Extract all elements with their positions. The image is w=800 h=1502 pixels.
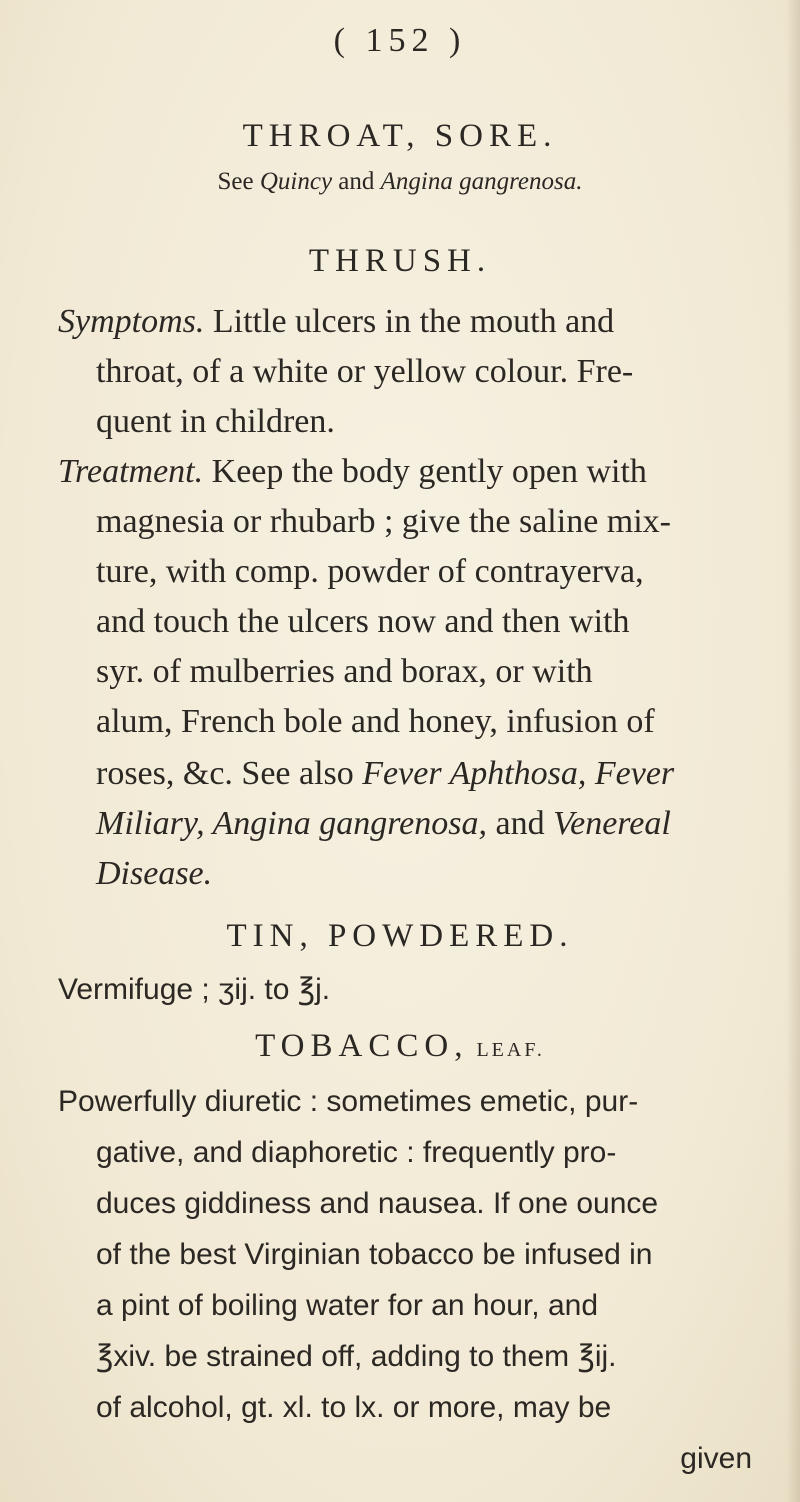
thrush-line-1: Symptoms. Little ulcers in the mouth and [58, 303, 615, 340]
thrush-line-8: syr. of mulberries and borax, or with [96, 653, 593, 690]
thrush-line-4: Treatment. Keep the body gently open with [58, 453, 647, 490]
thrush-line-11: Miliary, Angina gangrenosa, and Venereal [96, 805, 671, 842]
tobacco-line-1: Powerfully diuretic : sometimes emetic, pur- [58, 1085, 639, 1118]
heading-throat-sore: THROAT, SORE. [242, 118, 558, 154]
see-also-throat [0, 168, 800, 196]
see-prefix: See [217, 168, 254, 195]
tobacco-line-7: of alcohol, gt. xl. to lx. or more, may be [96, 1391, 612, 1424]
heading-tin-powdered: TIN, POWDERED. [226, 918, 574, 954]
link-fever-aphthosa: Fever Aphthosa, [362, 755, 587, 792]
link-miliary: Miliary, [96, 805, 205, 842]
thrush-line-10: roses, &c. See also Fever Aphthosa, Fever [96, 755, 675, 792]
thrush-line-5: magnesia or rhubarb ; give the saline mix- [96, 503, 671, 540]
label-symptoms: Symptoms. [58, 303, 205, 340]
tobacco-line-2: gative, and diaphoretic : frequently pro- [96, 1136, 617, 1169]
link-fever: Fever [586, 755, 675, 792]
link-venereal: Venereal [553, 805, 671, 842]
thrush-line-7: and touch the ulcers now and then with [96, 603, 630, 640]
thrush-line-9: alum, French bole and honey, infusion of [96, 703, 655, 740]
tobacco-line-3: duces giddiness and nausea. If one ounce [96, 1187, 659, 1220]
tin-text: Vermifuge ; ʒij. to ℥j. [58, 973, 331, 1006]
label-treatment: Treatment. [58, 453, 204, 490]
thrush-line-6: ture, with comp. powder of contrayerva, [96, 553, 644, 590]
tobacco-line-5: a pint of boiling water for an hour, and [96, 1289, 599, 1322]
thrush-line-12 [96, 852, 212, 896]
link-disease: Disease. [96, 855, 213, 892]
link-angina-gangrenosa-2: Angina gangrenosa, [204, 805, 488, 842]
link-quincy: Quincy [259, 168, 333, 195]
heading-tobacco-leaf: TOBACCO, LEAF. [255, 1028, 545, 1064]
tobacco-line-4: of the best Virginian tobacco be infused in [96, 1238, 653, 1271]
thrush-line-3: quent in children. [96, 403, 335, 440]
page-number: ( 152 ) [333, 22, 467, 59]
see-and: and [338, 168, 375, 195]
page-edge-shadow [786, 0, 800, 1502]
catchword: given [680, 1442, 752, 1475]
link-angina-gangrenosa: Angina gangrenosa. [380, 168, 583, 195]
thrush-line-2: throat, of a white or yellow colour. Fre- [96, 353, 634, 390]
tobacco-line-6: ℥xiv. be strained off, adding to them ℥ij. [96, 1340, 617, 1373]
heading-thrush: THRUSH. [308, 243, 492, 279]
